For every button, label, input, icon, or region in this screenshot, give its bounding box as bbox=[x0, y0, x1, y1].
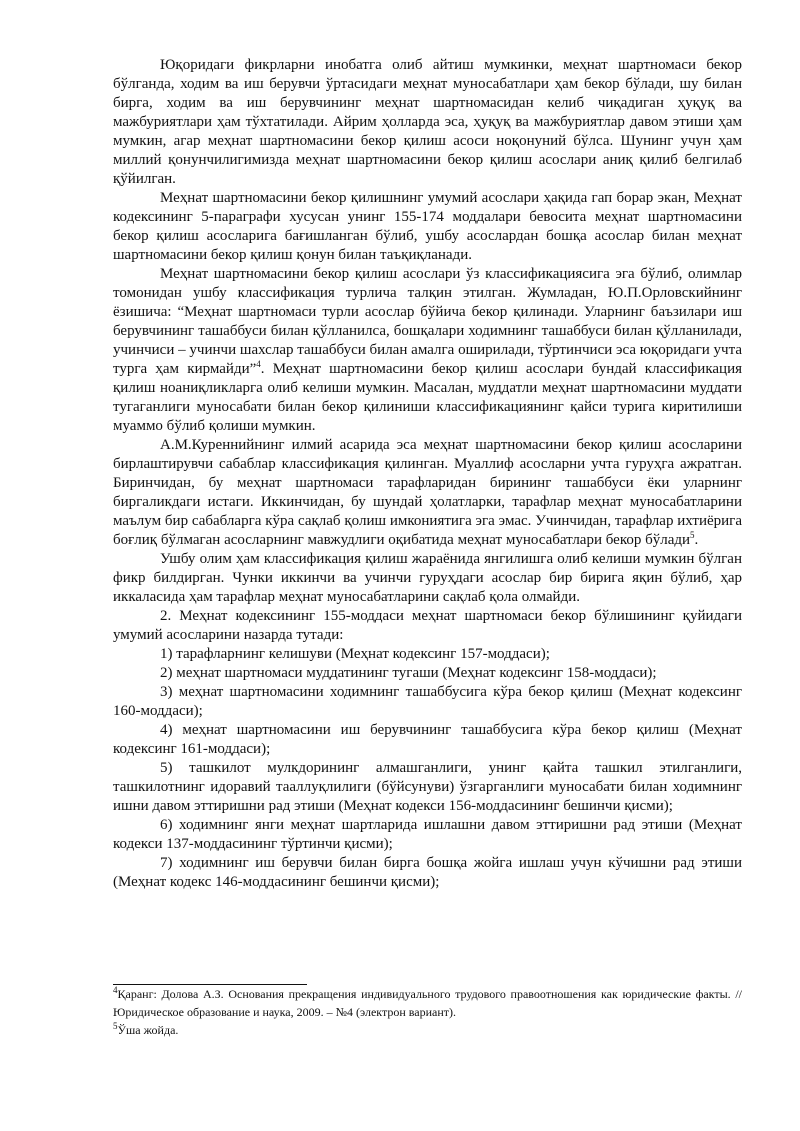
list-item: 7) ходимнинг иш берувчи билан бирга бошқа жойга ишлаш учун кўчишни рад этиши (Меҳнат кодекс 146-моддасининг бешинчи қисми); bbox=[113, 855, 742, 890]
paragraph: 2. Меҳнат кодексининг 155-моддаси меҳнат шартномаси бекор бўлишининг қуйидаги умумий асосларини назарда тутади: bbox=[113, 608, 742, 643]
paragraph: А.М.Куреннийнинг илмий асарида эса меҳнат шартномасини бекор қилиш асосларини бирлаштирувчи сабаблар классификация қилинган. Муаллиф асосларни учта гуруҳга ажратган. Биринчидан, бу меҳнат шартномаси тарафларидан бирининг ташаббуси ёки уларнинг биргаликдаги истаги. Иккинчидан, бу шундай ҳолатларки, тарафлар меҳнат муносабатларини маълум бир сабабларга кўра сақлаб қолиш имкониятига эга эмас. Учинчидан, тарафлар ихтиёрига боғлиқ бўлмаган асосларнинг мавжудлиги оқибатида меҳнат муносабатлари бекор бўлади$^5$. bbox=[113, 437, 742, 548]
list-item: 6) ходимнинг янги меҳнат шартларида ишлашни давом эттиришни рад этиши (Меҳнат кодекси 137-моддасининг тўртинчи қисми); bbox=[113, 817, 742, 852]
paragraph: Юқоридаги фикрларни инобатга олиб айтиш мумкинки, меҳнат шартномаси бекор бўлганда, ходим ва иш берувчи ўртасидаги меҳнат муносабатлари ҳам бекор бўлади, шу билан бирга, ходим ва иш берувчининг меҳнат шартномасидан келиб чиқадиган ҳуқуқ ва мажбуриятлари ҳам тўхтатилади. Айрим ҳолларда эса, ҳуқуқ ва мажбуриятлар давом этиши ҳам мумкин, агар меҳнат шартномасини бекор қилиш асоси ноқонуний бўлса. Шунинг учун ҳам миллий қонунчилигимизда меҳнат шартномасини бекор қилиш асослари аниқ қилиб белгилаб қўйилган. bbox=[113, 57, 742, 187]
list-item: 4) меҳнат шартномасини иш берувчининг ташаббусига кўра бекор қилиш (Меҳнат кодексинг 161-моддаси); bbox=[113, 722, 742, 757]
paragraph: Меҳнат шартномасини бекор қилишнинг умумий асослари ҳақида гап борар экан, Меҳнат кодексининг 5-параграфи хусусан унинг 155-174 моддалари бевосита меҳнат шартномасини бекор қилиш асосларига бағишланган бўлиб, ушбу асослардан бошқа асослар билан меҳнат шартномасини бекор қилиш қонун билан таъқиқланади. bbox=[113, 190, 742, 263]
paragraph: Ушбу олим ҳам классификация қилиш жараёнида янгилишга олиб келиши мумкин бўлган фикр билдирган. Чунки иккинчи ва учинчи гуруҳдаги асослар бир бирига яқин бўлиб, ҳар иккаласида ҳам тарафлар меҳнат муносабатларини сақлаб қола олмайди. bbox=[113, 551, 742, 605]
footnote: $^4$Қаранг: Долова А.З. Основания прекращения индивидуального трудового правоотношения как юридические факты. // Юридическое образование и наука, 2009. – №4 (электрон вариант). bbox=[113, 985, 742, 1019]
document-body bbox=[113, 56, 742, 892]
list-item: 5) ташкилот мулкдорининг алмашганлиги, унинг қайта ташкил этилганлиги, ташкилотнинг идоравий тааллуқлилиги (бўйсунуви) ўзгарганлиги муносабати билан ходимнинг ишни давом эттиришни рад этиши (Меҳнат кодекси 156-моддасининг бешинчи қисми); bbox=[113, 760, 742, 814]
footnote-mark: 4 bbox=[113, 985, 118, 995]
list-item: 2) меҳнат шартномаси муддатининг тугаши (Меҳнат кодексинг 158-моддаси); bbox=[160, 665, 657, 681]
list-item: 1) тарафларнинг келишуви (Меҳнат кодексинг 157-моддаси); bbox=[160, 646, 550, 662]
paragraph: Меҳнат шартномасини бекор қилиш асослари ўз классификациясига эга бўлиб, олимлар томонидан ушбу классификация турлича талқин этилган. Жумладан, Ю.П.Орловскийнинг ёзишича: “Меҳнат шартномаси турли асослар бўйича бекор қилинади. Уларнинг баъзилари иш берувчининг ташаббуси билан қўлланилса, бошқалари ходимнинг ташаббуси билан қўлланилади, учинчиси – учинчи шахслар ташаббуси билан амалга оширилади, тўртинчиси эса юқоридаги учта турга ҳам кирмайди”$^4$. Меҳнат шартномасини бекор қилиш асослари бундай классификация қилиш ноаниқликларга олиб келиши мумкин. Масалан, муддатли меҳнат шартномасини муддати тугаганлиги муносабати билан бекор қилиниши классификациянинг қайси турига киритилиши муаммо бўлиб қолиши мумкин. bbox=[113, 266, 742, 434]
list-item: 3) меҳнат шартномасини ходимнинг ташаббусига кўра бекор қилиш (Меҳнат кодексинг 160-моддаси); bbox=[113, 684, 742, 719]
footnotes bbox=[113, 985, 742, 1039]
footnote-mark: 5 bbox=[113, 1021, 118, 1031]
footnote-reference[interactable]: 5 bbox=[690, 530, 695, 540]
footnote: $^5$Ўша жойда. bbox=[113, 1021, 179, 1037]
footnote-reference[interactable]: 4 bbox=[256, 359, 261, 369]
